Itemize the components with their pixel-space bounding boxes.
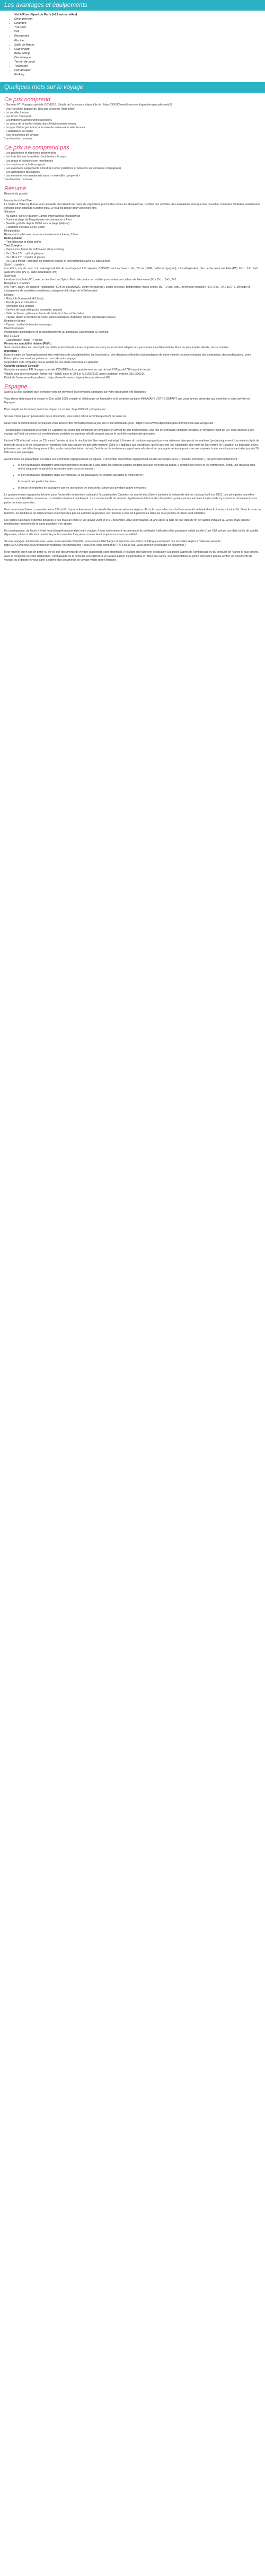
- resume-line: - Repas sous forme de buffet avec show cooking: [4, 248, 64, 252]
- resume-line: identique à la Suite (P1), avec accès direct au Splash Park, décoration et mobilier pour enfants et cadeau de bienvenue (P1). Occ. : 2+1, 2+2: [4, 278, 176, 282]
- resume-line: - Service de baby-sitting (sur demande, payant): [4, 308, 63, 312]
- advantage-label: Club enfant: [14, 47, 30, 51]
- section-line: - Les transferts aéroport/hôtel/aéroport.: [4, 118, 52, 122]
- advantage-item: [14, 56, 265, 60]
- advantage-label: Chambre: [14, 22, 27, 25]
- advantage-item: [14, 13, 265, 17]
- resume-line: - Classification locale : 4 étoiles: [4, 338, 43, 342]
- section-line: - Les frais liés aux formalités d'entrée dans le pays: [4, 155, 66, 159]
- resume-line: - Aire de jeux et mini-disco: [4, 300, 37, 304]
- advantages-list: [0, 11, 265, 80]
- espagne-paragraph: Il est rappelé qu'en cas de perte ou de vol des documents de voyage (passeport, carte d'identité), le titulaire doit faire une déclaration à la police auprès de l'ambassade ou du consulat de France le plus proche. Avec le récépissé de cette déclaration, l'ambassade ou le consulat vous délivrera un laissez-passer qui permettra le retour en France. Sur présentation, le poste consulaire pourra vérifier les documents de voyage ou d'identité et vous aider à obtenir des documents de voyage valide pour l'étranger.: [4, 551, 259, 562]
- resume-line: Demi-pension: [4, 237, 23, 241]
- resume-line: - Salle de fitness, pétanque, tennis de table, tir à l'arc et fléchettes: [4, 312, 85, 315]
- advantage-label: Télévision: [14, 65, 28, 68]
- advantage-label: Climatisation: [14, 69, 32, 73]
- advantage-label: Piscine: [14, 39, 24, 42]
- advantage-item: [14, 21, 265, 25]
- section-title: Ce prix ne comprend pas: [4, 145, 69, 152]
- resume-line: - Animation pour enfants: [4, 304, 34, 308]
- resume-line: Personnes à mobilité réduite (PMR) :: [4, 342, 52, 346]
- section-line: - Le type d'hébergement et la formule de restauration sélectionnés.: [4, 126, 86, 129]
- advantage-item: [14, 64, 265, 68]
- section-line: - Les assurances facultatives: [4, 170, 40, 174]
- section-line: - Les éléments non mentionnés dans « notre offre comprend »: [4, 174, 81, 178]
- resume-line: Bon à savoir: [4, 334, 20, 338]
- resume-content: [4, 192, 261, 380]
- espagne-paragraph: Nous vous recommandons de toujours vous assurer des formalités mises à jour sur le site diplomatie.gouv : https://XXXX/www.diplomatie.gouv.fr/fr/conseils-aux-voyageurs/: [4, 422, 214, 426]
- advantage-label: Discothèque: [14, 56, 31, 59]
- resume-line: - Au calme, dans le quartier Campo Internacional Maspalomas: [4, 214, 81, 218]
- resume-line: - Mini-club Dunaworld (4-12ans): [4, 297, 43, 300]
- advantage-label: Baby sitting: [14, 51, 30, 55]
- resume-line: - Petit-déjeuner et dîner buffet: [4, 241, 41, 244]
- resume-line: Restaurant buffet avec terrasse et restaurant à thème, 2 bars.: [4, 233, 80, 237]
- resume-line: env. 45m², salon, ch séparée, kitchenette, SDB ou douche/WC, coffre fort (payant), sèche-cheveux, réfrigérateur, micro-ondes, tél., TV sat., clim., et terrasse meublée (B1). Occ. : 2+1 ou 2+2. Ménage et changement de serviettes quotidiens, changement du linge de lit 2x/semaine: [4, 286, 250, 293]
- resume-line: Dans le cadre de l'assouplissement des restrictions de circulation liées au Coronavirus, des décisions officielles indépendantes de notre volonté peuvent entraîner des contraintes, des modifications, voire l'interruption des services prévus au cours de votre voyage.: [4, 353, 251, 361]
- advantages-header: Les avantages et équipements: [0, 0, 265, 11]
- espagne-paragraph: En conséquence, de façon à éviter tout désagrément pendant votre voyage, il vous est fortement recommandé de privilégier l'utilisation d'un passeport valide à celle d'une CNI portant une date de fin de validité dépassée, même si elle est considérée par les autorités françaises comme étant toujours en cours de validité.: [4, 529, 259, 537]
- advantage-item: [14, 68, 265, 73]
- resume-line: - Dunes et plage de Maspalomas et commerces à 4 km: [4, 218, 72, 222]
- section-line: - Les repas et boissons non mentionnés: [4, 159, 53, 163]
- advantage-label: Wifi: [14, 30, 20, 34]
- advantage-item: [14, 25, 265, 30]
- espagne-paragraph: Tout passager souhaitant se rendre en Espagne par avion doit compléter un formulaire en amont de son déplacement. Une fois ce formulaire complété et signé, le voyageur reçoit un QR code associé à son voyage qu'il doit conserver sur son téléphone portable ou imprimer afin de pouvoir passer le contrôle sanitaire aéroportuaire.: [4, 429, 254, 436]
- resume-line: - L'aéroport est situé à env. 35km: [4, 225, 45, 229]
- espagne-paragraph: Un test PCR effectué moins de 72h avant l'arrivée et dont le résultat doit être négatif, est exigé à l'entrée du territoire espagnol par voie aérienne (aéroports) ou maritime (ports) uniquement. Les enfants âgés de moins de six ans et les voyageurs en transit ne sont pas concernés par cette mesure. Celle-ci s'applique aux voyageurs, quelle que soit leur nationalité et le motif de leur entrée en Espagne. Le passager devra présenter son test à l'embarquement. En cas de non-présentation du test, l'entrée sur le territoire espagnol sera refusée et la compagnie aérienne pourra se voir exposée à une sanction pouvant aller jusqu'à 30 000 euros par passager.: [4, 439, 260, 454]
- advantage-item: [14, 17, 265, 21]
- espagne-more-content: [4, 493, 261, 562]
- espagne-paragraph: Pour remplir ce document, merci de cliquer sur ce lien : http://XXXXX.spthspain.es/: [4, 408, 105, 411]
- resume-line: - Payant : institut de beauté, massages: [4, 323, 52, 327]
- advantage-label: Transfert: [14, 26, 26, 30]
- espagne-paragraph: Si vous n'êtes pas en possession de ce document, vous serez refusé à l'embarquement de votre vol.: [4, 415, 127, 419]
- advantage-item: [14, 34, 265, 38]
- section-line: *sauf mention contraire: [4, 178, 33, 181]
- advantage-label: Vol A/R au départ de Paris (+15 autres villes): [14, 13, 77, 16]
- resume-line: - Navette gratuite depuis l'hôtel vers la plage (4x/jour): [4, 222, 69, 225]
- espagne-paragraph: Vous devez dorénavant et depuis le 01er juillet 2020, remplir et télécharger un formulaire et le contrôle sanitaire 48H AVANT VOTRE DÉPART que vous devrez présenter aux contrôles à votre arrivée en Espagne.: [4, 397, 250, 404]
- espagne-rules-list: [4, 464, 261, 490]
- espagne-paragraph: Aucune mise en quarantaine à l'entrée sur le territoire espagnol n'est en vigueur. L'ensemble du territoire espagnol est soumis aux règles de la « nouvelle normalité », qui prévoient notamment :: [4, 457, 239, 461]
- section-line: - Les taxes d'aéroport.: [4, 114, 32, 118]
- section-line: - Les pourboires et dépenses personnelles: [4, 152, 57, 155]
- advantage-item: [14, 43, 265, 47]
- resume-line: Suite fam: [4, 275, 16, 278]
- resume-line: Bungalow 1 chambre: [4, 282, 30, 286]
- resume-line: Sauf mention dans son descriptif, les hôtels et les infrastructures proposés ne sont pas forcément adaptés aux personnes à mobilité réduite. Pour de plus amples détails, nous consulter.: [4, 346, 229, 349]
- advantage-label: Terrain de sport: [14, 60, 35, 64]
- advantage-label: Demi-pension: [14, 17, 33, 21]
- resume-line: Remise en forme: [4, 320, 25, 323]
- resume-line: Tout Compris: [4, 244, 22, 248]
- resume-line: Détail de l'assurance disponible ici : https://www.fti-service.fr/garantie-speciale-covid19: [4, 376, 110, 379]
- resume-line: - De 10h à 17h : café et gâteaux: [4, 252, 44, 255]
- section-line: - Les éventuels suppléments à bord de l'avion (collations et boissons sur certaines compagnies): [4, 166, 121, 170]
- advantage-label: Parking: [14, 73, 24, 77]
- advantage-item: [14, 39, 265, 43]
- section-line: - Le vol aller / retour: [4, 111, 29, 114]
- espagne-rule-item: • la tenue de registres de passagers par les opérateurs de transports, conservés pendant quatre semaines.: [18, 486, 261, 490]
- resume-line: - De 10h à minuit : sélection de boissons locales et internationales avec ou sans alcool: [4, 259, 110, 263]
- resume-line: Introduction hôtel-Titre: [4, 199, 32, 203]
- resume-line: env. 40m², une ch. avec coin salon (possibilité de couchage) et 1 lit. séparés, SBD/WC, sèche-cheveux, tél., TV sat., WIFI, coffre fort (payant), mini réfrigérateur, clim., et terrasse meublée (P1). Occ. : 2+1, 2+2. Suite low-cost (P1T). Suite individuelle (P8): [4, 267, 259, 274]
- espagne-rule-item: • le port du masque obligatoire pour toute personne de plus de 6 ans, dans les espaces publics ou dans les lieux recevant du public, y compris les hôtels et les commerces, lorsqu'une distance d'un mètre cinquante ne peut être respectée entre deux personnes ;: [18, 464, 261, 471]
- advantage-item: [14, 60, 265, 64]
- resume-line: Divertissements: [4, 327, 24, 331]
- resume-line: Restauration: [4, 229, 20, 233]
- resume-line: Enfants: [4, 293, 14, 297]
- resume-line: Cependant, cela n'impacte pas la validité de vos droits et recours en garantie.: [4, 361, 99, 365]
- section-line: - L'assistance sur place.: [4, 130, 34, 134]
- advantage-item: [14, 73, 265, 77]
- espagne-paragraph: Si vous voyagez uniquement avec votre carte nationale d'identité, vous pouvez télécharger et imprimer une notice multilingue expliquant ces nouvelles règles à l'adresse suivante : http://XXXX.interieur.gouv.fr/Interieur/ (rubrique Vos démarches : Vous êtes vous conformés ? Si c'est le cas, vous pourrez télécharger ce document.): [4, 540, 223, 547]
- resume-line: Valable pour une réservation forfait (vol + hôtel) entre le 29/3 et le 31/05/2021 (pour un départ avant le 31/10/2021).: [4, 372, 145, 376]
- espagne-paragraph: Suite à la crise sanitaire que le monde vient de traverser, les formalités sanitaires sur votre destination ont changées.: [4, 390, 147, 394]
- advantage-item: [14, 47, 265, 51]
- espagne-rule-item: • le port du masque obligatoire dans les véhicules, si les passagers ne résident pas dans le même foyer ;: [18, 474, 261, 477]
- espagne-title: Espagne: [4, 383, 28, 390]
- advantage-label: Restaurant: [14, 34, 29, 38]
- espagne-paragraph: Le gouvernement espagnol a décrété, pour l'ensemble du territoire national à l'exception des Canaries, un nouvel état d'alerte sanitaire (« estado de alarma ») jusqu'au 9 mai 2021. Les principales nouvelles mesures sont détaillées ci-dessous. La situation évoluant rapidement, il est recommandé de se tenir régulièrement informé des dispositions prises par les autorités locales et de s'y conformer strictement, sous peine de fortes amendes.: [4, 493, 258, 504]
- resume-line: Résumé du produit: [4, 192, 28, 196]
- resume-line: Important :: [4, 349, 19, 353]
- resume-line: Le Suites & Villas by Dunas vous accueille au milieu d'une oasis de végétation, proche des dunes de Maspalomas. Profitez des activités, des animations ainsi que des nouvelles chambres familiales entièrement conçues pour satisfaire la petite tribu. Le tout est pensé pour votre bien-être.: [4, 203, 260, 210]
- section-line: - Le séjour de la durée choisie, dans l'établissement retenu.: [4, 122, 77, 126]
- advantage-item: [14, 51, 265, 56]
- section-line: *sauf mention contraire: [4, 137, 33, 141]
- more-info-header: Quelques mots sur le voyage: [0, 82, 265, 93]
- resume-line: Programme d'animations et de divertissements au bungalow, Discothèque à l'intérieur: [4, 331, 109, 334]
- advantage-label: Salle de fitness: [14, 43, 34, 47]
- section-line: - Des documents de voyage.: [4, 134, 40, 137]
- section-title: Ce prix comprend: [4, 96, 50, 103]
- espagne-paragraph: Il est notamment fixé un couvre-feu entre 23h et 6h. Il pourra être avancé ou retardé d'une heure selon les régions. Ainsi, le couvre-feu dans la Communauté de Madrid est fixé entre minuit et 6h. Dans le reste du territoire, les limitations de déplacement sont imposées par les autorités régionales, les réunions à plus de 6 personnes dans les lieux publics et privés sont interdites.: [4, 508, 261, 515]
- espagne-rule-item: • le respect des gestes barrières ;: [18, 480, 261, 484]
- espagne-paragraph: Les cartes nationales d'identité délivrées à des majeurs entre le 1er janvier 2004 et le 31 décembre 2013 sont valables 15 ans après la date de leur date de fin de validité indiquée au verso, mais aucune modification matérielle de la carte plastifiée n'en atteste.: [4, 518, 250, 526]
- resume-line: Garantie annulation FTI Voyages spéciale COVID19 incluse gratuitement en cas de test PCR positif 72H avant le départ: [4, 368, 151, 372]
- section-line: - Une franchise bagage de 15kg par personne (hors bébé): [4, 107, 75, 111]
- travel-details: [0, 96, 265, 562]
- section-line: - Garantie FTI Voyages spéciale COVID19. Détails de l'assurance disponible ici : https://XXXX/www.fti-service.fr/garantie-speciale-covid19: [4, 103, 173, 107]
- resume-line: - De 11h à 17h : snacks et glaces: [4, 255, 45, 259]
- resume-line: - Payant: billard et location de vélos, sports nautiques motorisés ou non (prestataire locaux): [4, 316, 116, 320]
- resume-line: Suite 1 chambre: [4, 263, 24, 267]
- section-line: - Les services et activités payants: [4, 163, 46, 166]
- resume-title: Résumé: [4, 185, 26, 192]
- espagne-content: [4, 391, 261, 462]
- resume-line: Garantie spéciale Covid19: [4, 365, 39, 368]
- advantage-item: [14, 30, 265, 34]
- resume-line: Situation: [4, 210, 15, 214]
